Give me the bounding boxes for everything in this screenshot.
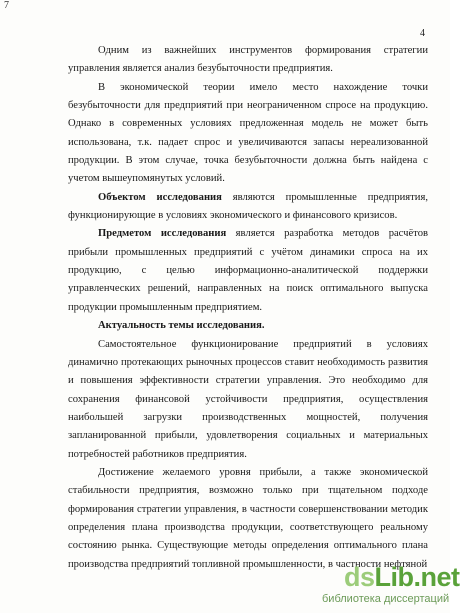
paragraph-lead: Предметом исследования: [98, 228, 227, 240]
paragraph-profit-level: [68, 464, 428, 574]
paragraph-research-object: [68, 189, 428, 226]
dslib-watermark: [322, 562, 460, 608]
document-body: [68, 42, 428, 574]
paragraph-independent-functioning: [68, 336, 428, 464]
paragraph-text: Самостоятельное функционирование предприятий в условиях динамично протекающих рыночных процессов ставит необходимость развития и повышения эффективности стратегии управления. Это необходимо для сохранения финансовой устойчивости предприятия, осуществления наибольшей загрузки производственных мощностей, получения запланированной прибыли, удовлетворения социальных и материальных потребностей работников предприятия.: [68, 338, 428, 460]
dslib-subtitle: библиотека диссертаций: [322, 593, 450, 605]
paragraph-text: В экономической теории имело место нахождение точки безубыточности для предприятий при неограниченном спросе на продукцию. Однако в современных условиях предложенная модель не может быть использована, т.к. падает спрос и увеличиваются запасы нереализованной продукции. В этом случае, точка безубыточности должна быть найдена с учетом вышеупомянутых условий.: [68, 81, 428, 185]
paragraph-text: является разработка методов расчётов прибыли промышленных предприятий с учётом динамики спроса на их продукцию, с целью информационно-аналитической поддержки управленческих решений, направленных на поиск оптимального выпуска продукции промышленным предприятием.: [68, 228, 428, 313]
paragraph-text: Достижение желаемого уровня прибыли, а также экономической стабильности предприятия, возможно только при тщательном подходе формирования стратегии управления, в частности совершенствовании методик определения плана производства продукции, соответствующего реальному состоянию рынка. Существующие методы определения оптимального плана производства предприятий топливной промышленности, в частности нефтяной: [68, 466, 428, 570]
page-corner-mark: 7: [4, 0, 9, 11]
paragraph-text: Одним из важнейших инструментов формирования стратегии управления является анализ безубыточности предприятия.: [68, 45, 428, 75]
section-heading-relevance: [68, 317, 428, 335]
dslib-logo: dsLib.net: [344, 562, 460, 592]
section-heading-text: Актуальность темы исследования.: [98, 320, 265, 332]
paragraph-intro: [68, 42, 428, 79]
paragraph-text: являются промышленные предприятия, функционирующие в условиях экономического и финансового кризисов.: [68, 191, 428, 222]
paragraph-research-subject: [68, 225, 428, 317]
page-number: 4: [420, 28, 425, 39]
paragraph-break-even-theory: [68, 79, 428, 189]
paragraph-lead: Объектом исследования: [98, 191, 222, 203]
